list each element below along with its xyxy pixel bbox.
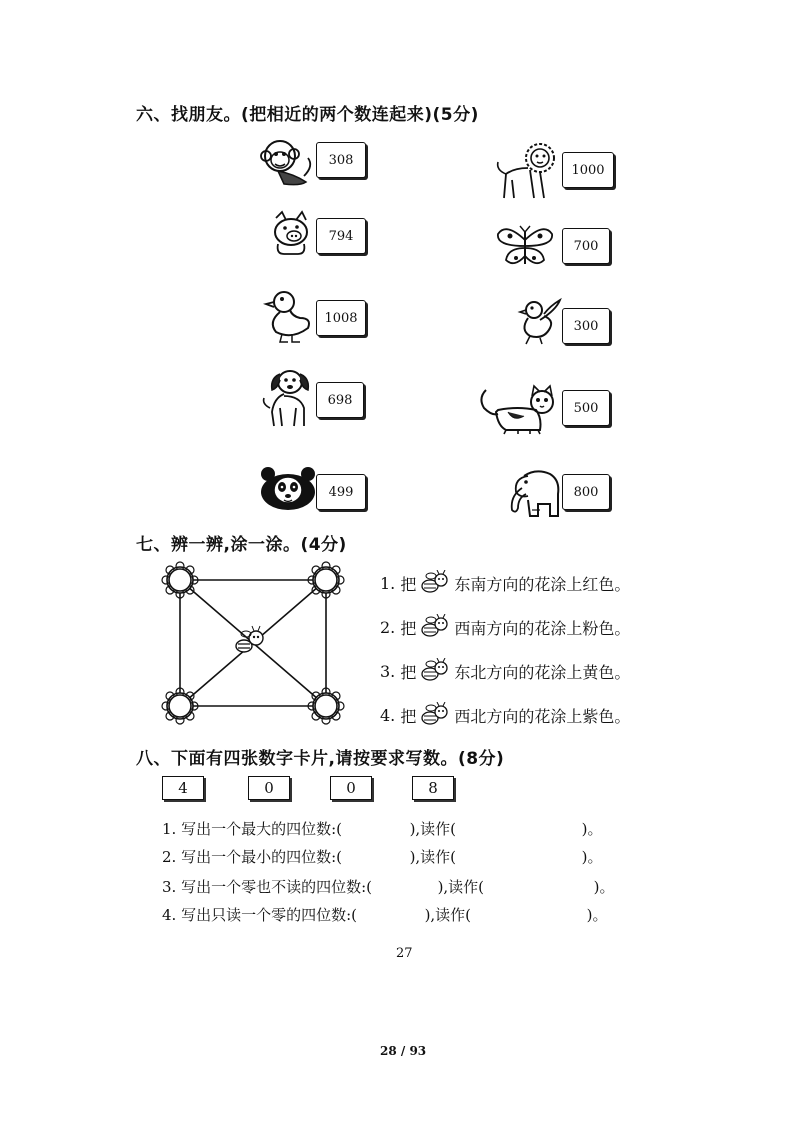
question-1 bbox=[162, 818, 602, 839]
number-box-698: 698 bbox=[316, 382, 364, 418]
page-counter: 28 / 93 bbox=[380, 1044, 427, 1058]
monkey-icon bbox=[260, 136, 316, 188]
question-3 bbox=[162, 876, 614, 897]
question-end: )。 bbox=[581, 820, 603, 838]
butterfly-icon bbox=[496, 224, 554, 268]
cat-icon bbox=[478, 382, 560, 436]
question-2 bbox=[162, 846, 602, 867]
task-4 bbox=[380, 702, 630, 728]
number-box-308: 308 bbox=[316, 142, 366, 178]
question-end: )。 bbox=[593, 878, 615, 896]
flower-direction-diagram bbox=[156, 560, 356, 732]
number-box-794: 794 bbox=[316, 218, 366, 254]
flower-southeast bbox=[308, 688, 344, 724]
task-number: 4. bbox=[380, 705, 396, 725]
pig-icon bbox=[266, 210, 316, 258]
question-mid: ),读作( bbox=[437, 878, 485, 896]
bee-icon bbox=[420, 658, 450, 684]
task-number: 2. bbox=[380, 617, 396, 637]
task-3 bbox=[380, 658, 630, 684]
question-mid: ),读作( bbox=[424, 906, 472, 924]
elephant-icon bbox=[506, 466, 564, 522]
task-text: 东南方向的花涂上红色。 bbox=[454, 574, 631, 594]
question-prompt: 1. 写出一个最大的四位数:( bbox=[162, 820, 342, 838]
number-box-1000: 1000 bbox=[562, 152, 614, 188]
bee-icon bbox=[420, 702, 450, 728]
lion-icon bbox=[494, 140, 562, 204]
task-1 bbox=[380, 570, 630, 596]
flower-southwest bbox=[162, 688, 198, 724]
bee-icon bbox=[420, 614, 450, 640]
task-number: 3. bbox=[380, 661, 396, 681]
question-mid: ),读作( bbox=[409, 848, 457, 866]
number-box-500: 500 bbox=[562, 390, 610, 426]
task-verb: 把 bbox=[400, 618, 417, 638]
flower-northeast bbox=[308, 562, 344, 598]
task-text: 西南方向的花涂上粉色。 bbox=[454, 618, 631, 638]
number-box-1008: 1008 bbox=[316, 300, 366, 336]
digit-card-4: 4 bbox=[162, 776, 204, 800]
question-end: )。 bbox=[581, 848, 603, 866]
flower-northwest bbox=[162, 562, 198, 598]
panda-icon bbox=[258, 466, 318, 512]
question-prompt: 3. 写出一个零也不读的四位数:( bbox=[162, 878, 372, 896]
question-mid: ),读作( bbox=[409, 820, 457, 838]
bee-icon bbox=[420, 570, 450, 596]
question-prompt: 4. 写出只读一个零的四位数:( bbox=[162, 906, 357, 924]
question-prompt: 2. 写出一个最小的四位数:( bbox=[162, 848, 342, 866]
number-box-300: 300 bbox=[562, 308, 610, 344]
number-box-700: 700 bbox=[562, 228, 610, 264]
digit-card-0-b: 0 bbox=[330, 776, 372, 800]
task-number: 1. bbox=[380, 573, 396, 593]
task-verb: 把 bbox=[400, 574, 417, 594]
section-6-title: 六、找朋友。(把相近的两个数连起来)(5分) bbox=[136, 105, 479, 125]
page-number: 27 bbox=[396, 946, 413, 961]
section-8-title: 八、下面有四张数字卡片,请按要求写数。(8分) bbox=[136, 749, 505, 769]
number-box-800: 800 bbox=[562, 474, 610, 510]
task-verb: 把 bbox=[400, 706, 417, 726]
digit-card-8: 8 bbox=[412, 776, 454, 800]
task-text: 东北方向的花涂上黄色。 bbox=[454, 662, 631, 682]
task-verb: 把 bbox=[400, 662, 417, 682]
section-7-title: 七、辨一辨,涂一涂。(4分) bbox=[136, 535, 347, 555]
dog-icon bbox=[260, 368, 316, 430]
question-4 bbox=[162, 904, 607, 925]
question-end: )。 bbox=[586, 906, 608, 924]
duck-icon bbox=[262, 288, 316, 344]
bird-icon bbox=[510, 296, 562, 346]
task-text: 西北方向的花涂上紫色。 bbox=[454, 706, 631, 726]
digit-card-0-a: 0 bbox=[248, 776, 290, 800]
task-2 bbox=[380, 614, 630, 640]
number-box-499: 499 bbox=[316, 474, 366, 510]
